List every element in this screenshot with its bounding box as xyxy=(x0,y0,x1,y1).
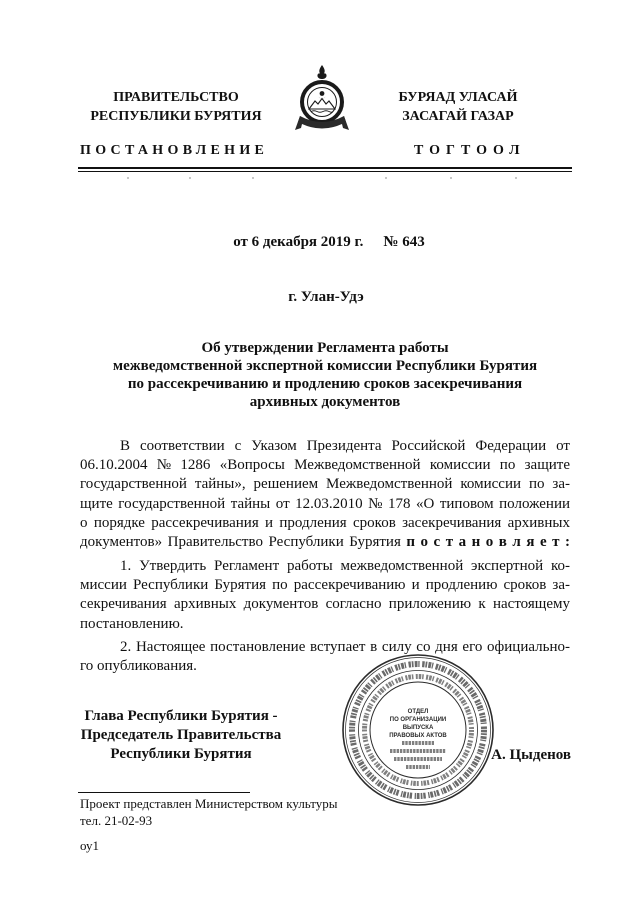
preamble-line-text: щите государственной тайны от 12.03.2010 № 178 «О типовом положении xyxy=(80,495,570,512)
title-line: Об утверждении Регламента работы xyxy=(201,340,449,356)
stamp-text-line: ВЫПУСКА xyxy=(402,725,434,731)
preamble-line xyxy=(80,475,570,494)
scan-dot xyxy=(385,177,387,179)
title-line: архивных документов xyxy=(249,394,401,410)
header-org-left xyxy=(76,88,276,126)
preamble-line-text: 06.10.2004 № 1286 «Вопросы Межведомственной комиссии по защите xyxy=(80,457,570,474)
signatory-position-line: Глава Республики Бурятия - xyxy=(84,708,278,724)
decree-date: от 6 декабря 2019 г. xyxy=(233,234,364,250)
item-line-text: постановлению. xyxy=(80,615,184,632)
preamble-last-line xyxy=(80,534,570,550)
doc-type-left: ПОСТАНОВЛЕНИЕ xyxy=(80,143,269,158)
item-line xyxy=(80,657,570,676)
header-org-right xyxy=(358,88,558,126)
decree-number: № 643 xyxy=(383,234,425,250)
coat-of-arms-icon xyxy=(294,64,350,136)
city: г. Улан-Удэ xyxy=(288,289,364,305)
decree-item-1 xyxy=(80,557,570,634)
preamble-last-line-text: документов» Правительство Республики Бурятия xyxy=(80,534,401,551)
title-line: по рассекречиванию и продлению сроков засекречивания xyxy=(127,376,523,392)
stamp-text-line: ПРАВОВЫХ АКТОВ xyxy=(389,733,447,739)
scan-dot xyxy=(515,177,517,179)
item-line xyxy=(80,615,570,634)
item-line-text: 2. Настоящее постановление вступает в силу со дня его официально- xyxy=(120,639,570,655)
scan-dot xyxy=(127,177,129,179)
footer-prepared-by: Проект представлен Министерством культуры xyxy=(80,796,338,811)
header-org-left-line: ПРАВИТЕЛЬСТВО xyxy=(113,90,239,105)
date-number-line xyxy=(80,233,578,252)
preamble-line xyxy=(80,514,570,533)
item-line-text: секречивания архивных документов согласно приложению к настоящему xyxy=(80,596,570,613)
preamble-line xyxy=(80,533,570,552)
header-org-right-line: ЗАСАГАЙ ГАЗАР xyxy=(402,109,514,124)
decree-word: п о с т а н о в л я е т : xyxy=(406,534,570,551)
item-line-text: го опубликования. xyxy=(80,658,197,675)
item-line xyxy=(80,595,570,614)
header-org-left-line: РЕСПУБЛИКИ БУРЯТИЯ xyxy=(90,109,262,124)
decree-item-2 xyxy=(80,638,570,676)
footer-note xyxy=(80,795,337,854)
doc-type-right: ТОГТООЛ xyxy=(414,143,526,158)
preamble-line xyxy=(80,495,570,514)
preamble-paragraph xyxy=(80,437,570,552)
decree-title xyxy=(78,339,572,411)
header-rule-thin xyxy=(78,171,572,172)
item-line xyxy=(80,576,570,595)
preamble-line xyxy=(80,456,570,475)
header-org-right-line: БУРЯАД УЛАСАЙ xyxy=(398,90,518,105)
item-line xyxy=(120,557,570,576)
signatory-position-line: Председатель Правительства xyxy=(80,727,282,744)
scan-dot xyxy=(189,177,191,179)
scan-dot xyxy=(450,177,452,179)
preamble-line-text: государственной тайны», решением Межведомственной комиссии по за- xyxy=(80,476,570,493)
item-line-text: 1. Утвердить Регламент работы межведомственной экспертной ко- xyxy=(120,558,570,574)
footer-rule xyxy=(78,792,250,793)
header-rule-thick xyxy=(78,167,572,169)
official-round-stamp xyxy=(340,652,496,808)
signatory-position xyxy=(78,707,284,765)
stamp-illegible-lettering xyxy=(390,743,446,767)
footer-code: оу1 xyxy=(80,838,100,853)
preamble-line-text: о порядке рассекречивания и продления сроков засекречивания архивных xyxy=(80,514,570,531)
stamp-text-line: ОТДЕЛ xyxy=(407,709,429,715)
signatory-name: А. Цыденов xyxy=(491,747,571,763)
preamble-line-text: В соответствии с Указом Президента Российской Федерации от xyxy=(120,438,570,454)
stamp-text-line: ПО ОРГАНИЗАЦИИ xyxy=(389,717,447,723)
title-line: межведомственной экспертной комиссии Республики Бурятия xyxy=(112,358,538,374)
item-line-text: миссии Республики Бурятия по рассекречиванию и продлению сроков за- xyxy=(80,577,570,594)
signatory-position-line: Республики Бурятия xyxy=(110,746,252,763)
preamble-line xyxy=(120,437,570,456)
footer-phone: тел. 21-02-93 xyxy=(80,813,153,828)
scan-dot xyxy=(252,177,254,179)
